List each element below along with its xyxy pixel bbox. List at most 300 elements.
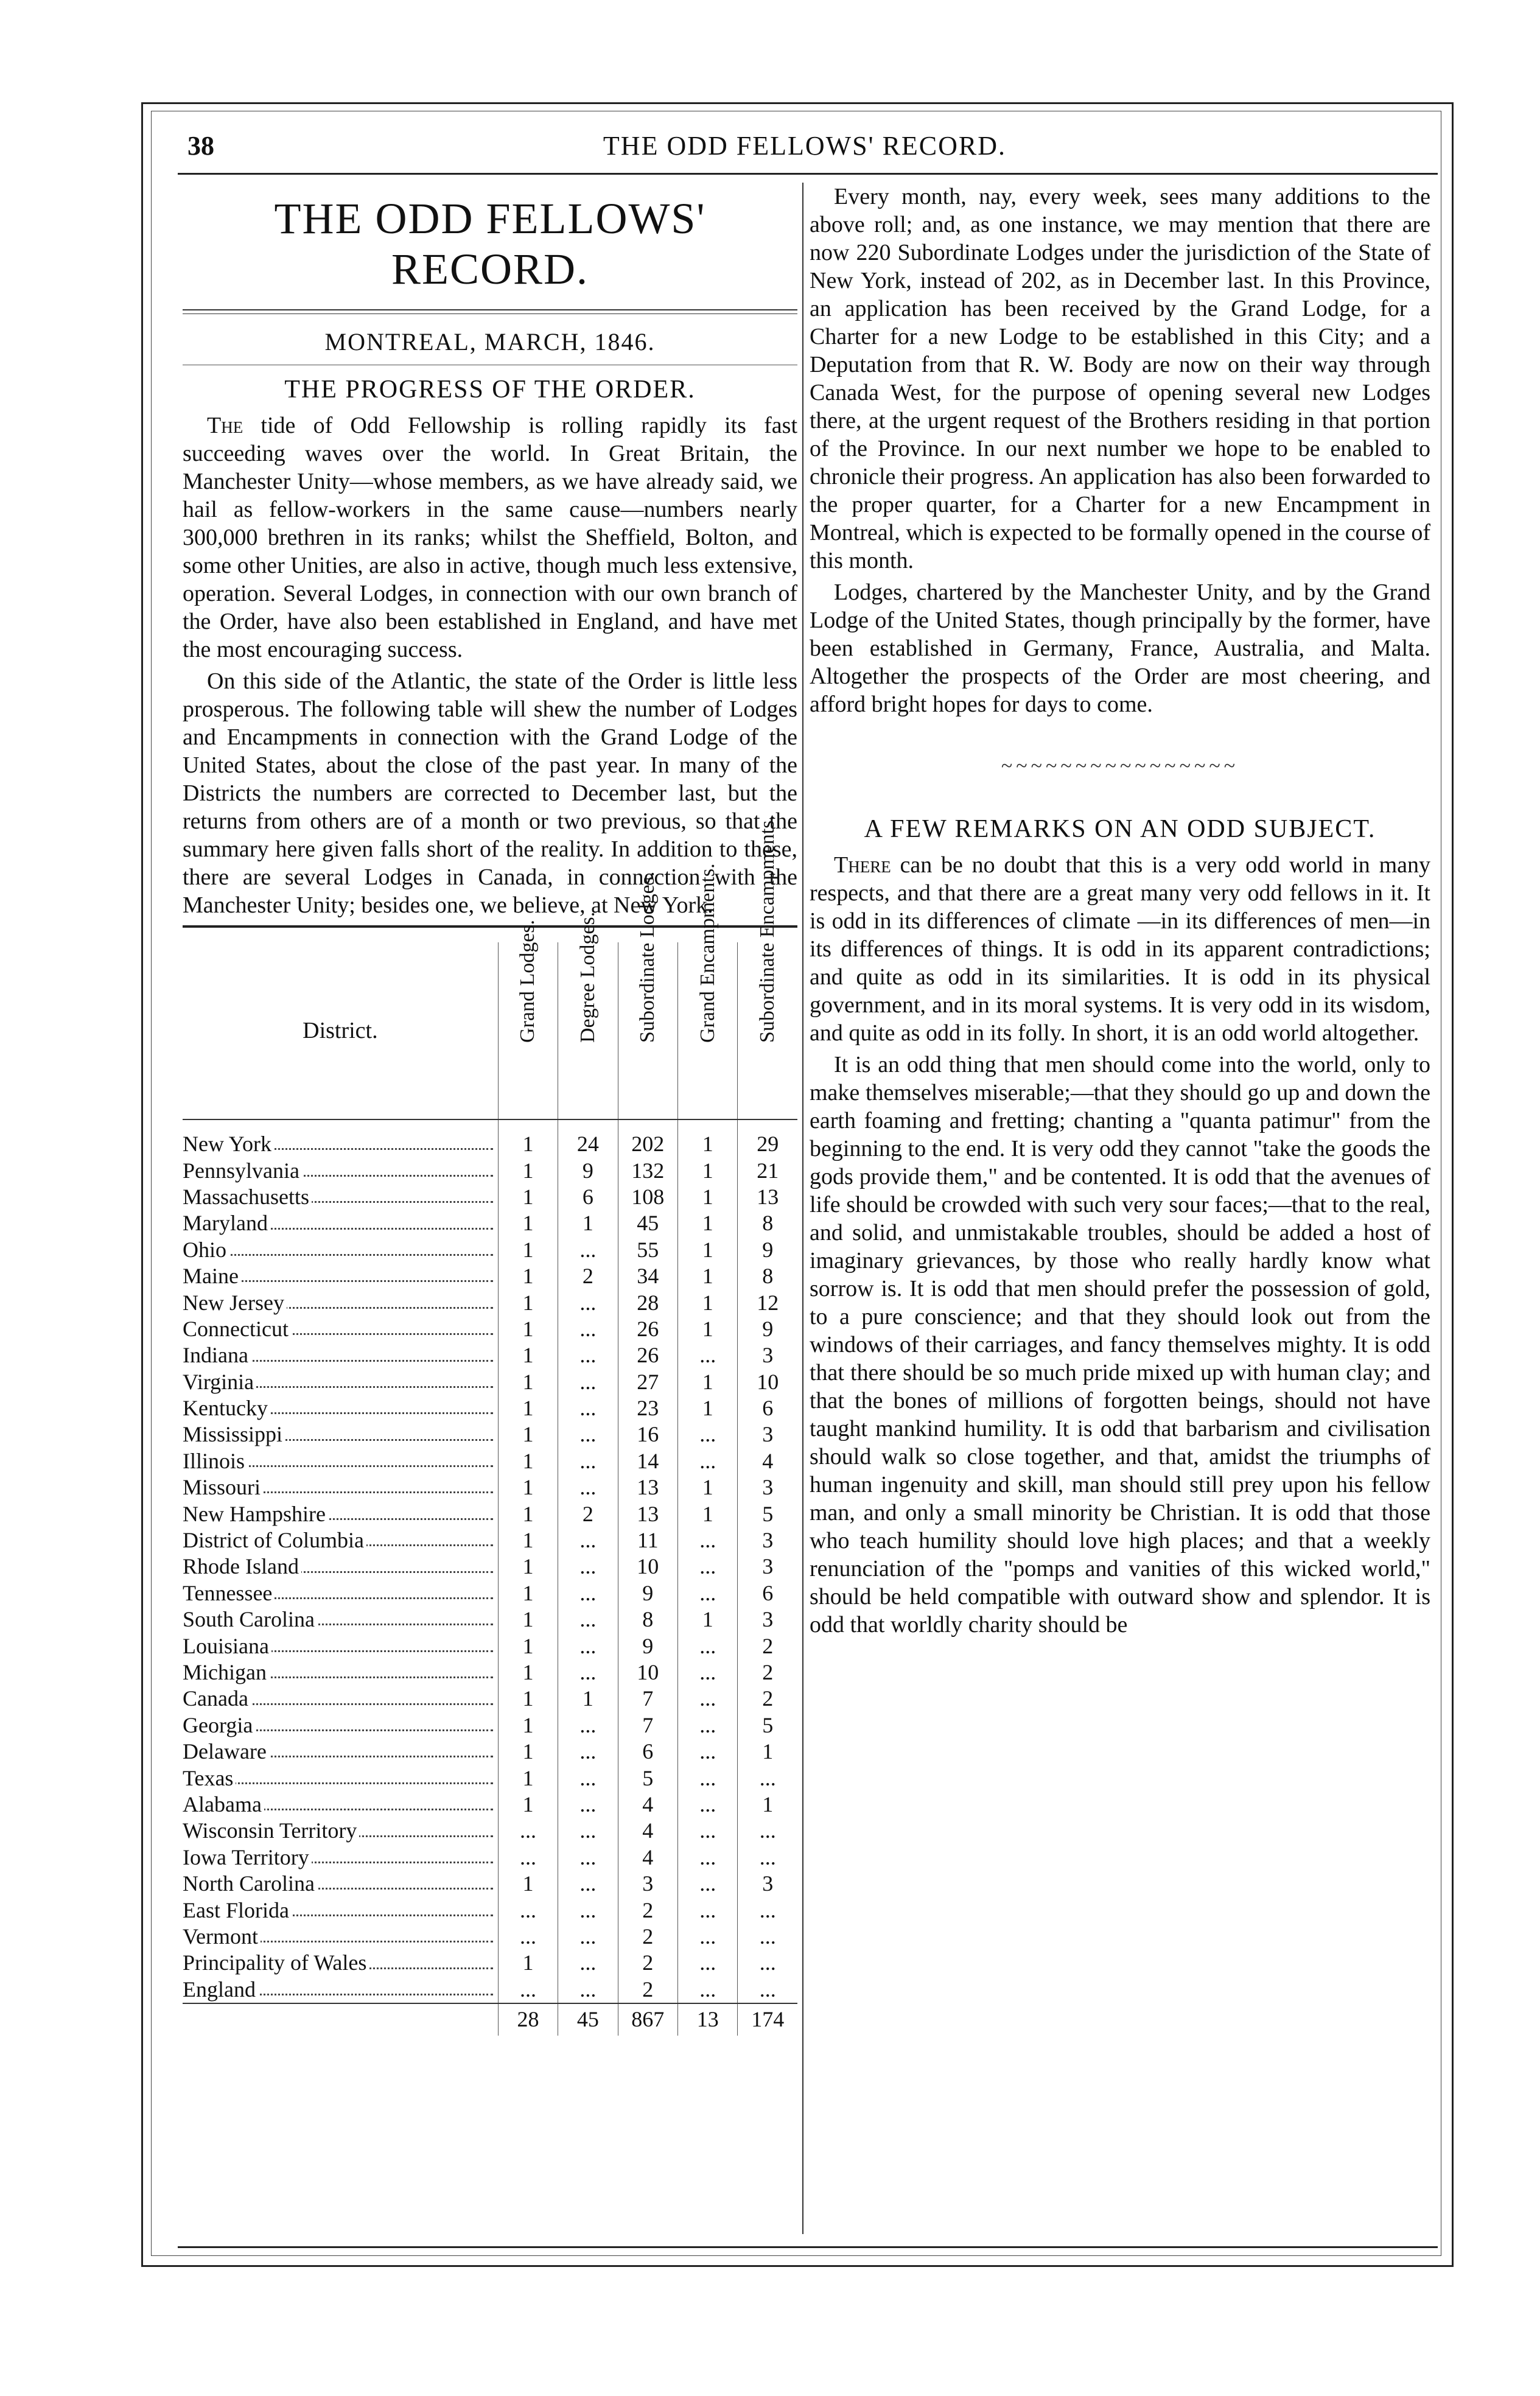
count-cell: ... — [558, 1712, 618, 1739]
district-name: Maryland — [183, 1211, 270, 1235]
count-cell: ... — [678, 1686, 738, 1712]
remarks-paragraph-1 — [810, 851, 1430, 1047]
table-row — [183, 1712, 797, 1739]
count-cell: 2 — [738, 1659, 797, 1686]
progress-paragraph-1-text: tide of Odd Fellowship is rolling rapidly its fast succeeding waves over the world. In Great Britain, the Manchester Unity—whose members, as we have already said, we hail as fellow-workers in the same cause—numbers nearly 300,000 brethren in its ranks; whilst the Sheffield, Bolton, and some other Unities, are also in active, though much less extensive, operation. Several Lodges, in connection with our own branch of the Order, have also been established in England, and have met the most encouraging success. — [183, 413, 797, 662]
table-row — [183, 1263, 797, 1289]
count-cell: ... — [498, 1924, 558, 1950]
district-name-cell — [183, 1580, 498, 1606]
count-cell: 2 — [618, 1950, 678, 1976]
count-cell: 13 — [618, 1501, 678, 1527]
table-row — [183, 1316, 797, 1342]
district-name-cell — [183, 1342, 498, 1368]
count-cell: ... — [558, 1765, 618, 1791]
count-cell: ... — [558, 1924, 618, 1950]
count-cell: ... — [678, 1818, 738, 1844]
district-name: Tennessee — [183, 1581, 275, 1605]
count-cell: ... — [498, 1844, 558, 1871]
table-row — [183, 1369, 797, 1395]
district-name: Canada — [183, 1686, 251, 1711]
district-name: Vermont — [183, 1924, 261, 1949]
count-cell: 2 — [738, 1633, 797, 1659]
count-cell: 1 — [498, 1606, 558, 1633]
count-cell: 4 — [738, 1448, 797, 1474]
count-cell: 1 — [498, 1950, 558, 1976]
count-cell: ... — [678, 1554, 738, 1580]
running-title: THE ODD FELLOWS' RECORD. — [603, 131, 1007, 161]
count-cell: 1 — [498, 1580, 558, 1606]
count-cell: 2 — [558, 1263, 618, 1289]
district-name-cell — [183, 1924, 498, 1950]
count-cell: 1 — [498, 1686, 558, 1712]
table-row — [183, 1818, 797, 1844]
count-cell: ... — [678, 1924, 738, 1950]
district-name-cell — [183, 1765, 498, 1791]
district-name: Alabama — [183, 1792, 264, 1816]
district-name-cell — [183, 1263, 498, 1289]
count-cell: 1 — [678, 1369, 738, 1395]
count-cell: 9 — [558, 1157, 618, 1183]
count-cell: ... — [738, 1977, 797, 2003]
district-name-cell — [183, 1950, 498, 1976]
left-column — [183, 183, 797, 2036]
count-cell: 108 — [618, 1184, 678, 1210]
district-name-cell — [183, 1818, 498, 1844]
district-name-cell — [183, 1739, 498, 1765]
district-name-cell — [183, 1119, 498, 1157]
table-row — [183, 1792, 797, 1818]
count-cell: 5 — [618, 1765, 678, 1791]
district-name: Maine — [183, 1264, 241, 1288]
count-cell: ... — [678, 1527, 738, 1554]
table-header-row — [183, 942, 797, 1119]
count-cell: 10 — [618, 1554, 678, 1580]
table-row — [183, 1119, 797, 1157]
count-cell: 6 — [738, 1395, 797, 1421]
table-row — [183, 1342, 797, 1368]
count-cell: 5 — [738, 1712, 797, 1739]
district-name-cell — [183, 1237, 498, 1263]
count-cell: 1 — [498, 1369, 558, 1395]
totals-label-cell — [183, 2003, 498, 2036]
district-name-cell — [183, 1659, 498, 1686]
count-cell: ... — [558, 1739, 618, 1765]
count-cell: 27 — [618, 1369, 678, 1395]
masthead-title: THE ODD FELLOWS' RECORD. — [274, 194, 706, 293]
district-name-cell — [183, 1421, 498, 1448]
count-cell: 1 — [498, 1210, 558, 1236]
count-cell: 6 — [558, 1184, 618, 1210]
count-cell: 1 — [678, 1119, 738, 1157]
district-name: Delaware — [183, 1739, 269, 1764]
count-cell: 6 — [618, 1739, 678, 1765]
count-cell: ... — [558, 1897, 618, 1923]
count-cell: 3 — [738, 1474, 797, 1501]
district-name-cell — [183, 1686, 498, 1712]
header-grand-lodges-text: Grand Lodges. — [516, 919, 539, 1043]
total-cell: 45 — [558, 2003, 618, 2036]
count-cell: ... — [678, 1871, 738, 1897]
count-cell: 3 — [738, 1421, 797, 1448]
count-cell: 1 — [738, 1739, 797, 1765]
table-row — [183, 1421, 797, 1448]
count-cell: ... — [678, 1977, 738, 2003]
district-name-cell — [183, 1474, 498, 1501]
district-name: Pennsylvania — [183, 1158, 302, 1183]
count-cell: ... — [738, 1765, 797, 1791]
count-cell: ... — [558, 1659, 618, 1686]
count-cell: 2 — [618, 1977, 678, 2003]
district-name: Indiana — [183, 1343, 251, 1367]
count-cell: 5 — [738, 1501, 797, 1527]
district-name: New York — [183, 1132, 274, 1156]
count-cell: ... — [498, 1897, 558, 1923]
count-cell: 3 — [738, 1606, 797, 1633]
lodges-table — [183, 815, 797, 2036]
count-cell: 1 — [678, 1289, 738, 1315]
count-cell: ... — [678, 1448, 738, 1474]
count-cell: ... — [558, 1580, 618, 1606]
district-name-cell — [183, 1897, 498, 1923]
district-name-cell — [183, 1448, 498, 1474]
count-cell: 24 — [558, 1119, 618, 1157]
count-cell: 1 — [498, 1342, 558, 1368]
district-name: Louisiana — [183, 1634, 271, 1658]
district-name-cell — [183, 1844, 498, 1871]
count-cell: 45 — [618, 1210, 678, 1236]
header-subordinate-encampments-text: Subordinate Encampments. — [756, 815, 779, 1043]
count-cell: ... — [738, 1924, 797, 1950]
count-cell: ... — [558, 1474, 618, 1501]
count-cell: ... — [558, 1633, 618, 1659]
count-cell: 7 — [618, 1686, 678, 1712]
count-cell: 14 — [618, 1448, 678, 1474]
district-name-cell — [183, 1316, 498, 1342]
count-cell: 11 — [618, 1527, 678, 1554]
remarks-paragraph-1-text: can be no doubt that this is a very odd world in many respects, and that there are a great many very odd fellows in it. It is odd in its differences of climate —in its differences of men—in its differences of things. It is odd in its apparent contradictions; and quite as odd in its similarities. It is odd in its physical government, and in its moral systems. It is very odd in its wisdom, and quite as odd in its folly. In short, it is an odd world altogether. — [810, 852, 1430, 1046]
count-cell: ... — [678, 1342, 738, 1368]
count-cell: 1 — [498, 1316, 558, 1342]
district-name: England — [183, 1977, 258, 2002]
totals-row — [183, 2003, 797, 2036]
count-cell: 3 — [738, 1342, 797, 1368]
district-name-cell — [183, 1633, 498, 1659]
count-cell: 3 — [618, 1871, 678, 1897]
count-cell: ... — [498, 1977, 558, 2003]
count-cell: 1 — [678, 1157, 738, 1183]
district-name: East Florida — [183, 1898, 292, 1922]
table-row — [183, 1977, 797, 2003]
table-row — [183, 1580, 797, 1606]
column-divider — [802, 183, 803, 2234]
progress-paragraph-1 — [183, 412, 797, 664]
count-cell: ... — [738, 1950, 797, 1976]
page-number: 38 — [187, 131, 214, 161]
dateline: MONTREAL, MARCH, 1846. — [324, 328, 656, 356]
count-cell: 1 — [498, 1395, 558, 1421]
table-row — [183, 1606, 797, 1633]
count-cell: 10 — [618, 1659, 678, 1686]
table-row — [183, 1739, 797, 1765]
count-cell: 202 — [618, 1119, 678, 1157]
district-name-cell — [183, 1210, 498, 1236]
count-cell: ... — [678, 1765, 738, 1791]
count-cell: 2 — [558, 1501, 618, 1527]
table-row — [183, 1501, 797, 1527]
header-grand-lodges — [498, 919, 558, 1119]
count-cell: ... — [558, 1554, 618, 1580]
count-cell: 1 — [498, 1237, 558, 1263]
progress-paragraph-4: Lodges, chartered by the Manchester Unity, and by the Grand Lodge of the United States, though principally by the former, have been established in Germany, France, Australia, and Malta. Altogether the prospects of the Order are most cheering, and afford bright hopes for days to come. — [810, 580, 1430, 717]
district-name: Texas — [183, 1766, 236, 1790]
count-cell: ... — [558, 1527, 618, 1554]
count-cell: 1 — [678, 1501, 738, 1527]
count-cell: ... — [558, 1844, 618, 1871]
count-cell: 1 — [498, 1448, 558, 1474]
district-name-cell — [183, 1289, 498, 1315]
progress-paragraph-3: Every month, nay, every week, sees many additions to the above roll; and, as one instance, we may mention that there are now 220 Subordinate Lodges under the jurisdiction of the State of New York, instead of 202, as in December last. In this Province, an application has been received by the Grand Lodge, for a Charter for a new Lodge to be established in this City; and a Deputation from that R. W. Body are now on their way through Canada West, for the purpose of opening several new Lodges there, at the urgent request of the Brothers residing in that portion of the Province. In our next number we hope to be enabled to chronicle their progress. An application has also been forwarded to the proper quarter, for a Charter for a new Encampment in Montreal, which is expected to be formally opened in the course of this month. — [810, 184, 1430, 573]
count-cell: 1 — [498, 1157, 558, 1183]
count-cell: 1 — [678, 1606, 738, 1633]
table-row — [183, 1474, 797, 1501]
district-name-cell — [183, 1184, 498, 1210]
count-cell: 1 — [498, 1659, 558, 1686]
count-cell: 3 — [738, 1871, 797, 1897]
count-cell: 1 — [498, 1184, 558, 1210]
count-cell: ... — [678, 1897, 738, 1923]
count-cell: 10 — [738, 1369, 797, 1395]
table-row — [183, 1527, 797, 1554]
district-name-cell — [183, 1157, 498, 1183]
table-row — [183, 1871, 797, 1897]
bottom-rule — [178, 2246, 1438, 2248]
header-subordinate-lodges-text: Subordinate Lodges. — [636, 871, 659, 1043]
district-name: Kentucky — [183, 1396, 270, 1420]
table-row — [183, 1844, 797, 1871]
remarks-paragraph-2: It is an odd thing that men should come into the world, only to make themselves miserable;—that they should go up and down the earth foaming and fretting; chanting a "quanta patimur" from the beginning to the end. It is very odd they cannot "take the goods the gods provide them," and be contented. It is odd that the avenues of life should be crowded with such very sour faces;—that to the real, and solid, and unmistakable troubles, should be added a host of imaginary grievances, by those who really hardly know what sorrow is. It is odd that men should prefer the possession of gold, to a pure conscience; and that they should look out from the windows of their carriages, and fancy themselves mighty. It is odd that there should be so much pride mixed up with human clay; and that the bones of millions of forgotten beings, should not have taught mankind humility. It is odd that barbarism and civilisation should walk so close together, and that, amidst the triumphs of human ingenuity and skill, man should still prey upon his fellow man, and only a small minority be Christian. It is odd that those who teach humility should love high places; and that a weekly renunciation of the "pomps and vanities of this wicked world," should be held compatible with outward show and splendor. It is odd that worldly charity should be — [810, 1052, 1430, 1638]
table-row — [183, 1395, 797, 1421]
count-cell: 1 — [558, 1686, 618, 1712]
district-name: Georgia — [183, 1713, 255, 1737]
district-name: Principality of Wales — [183, 1950, 369, 1975]
section-ornament: ~~~~~~~~~~~~~~~~ — [1001, 755, 1239, 777]
header-grand-encampments — [678, 863, 738, 1119]
count-cell: 26 — [618, 1342, 678, 1368]
table-row — [183, 1897, 797, 1923]
count-cell: 4 — [618, 1792, 678, 1818]
count-cell: ... — [558, 1871, 618, 1897]
count-cell: ... — [558, 1606, 618, 1633]
count-cell: ... — [558, 1950, 618, 1976]
section-title-remarks: A FEW REMARKS ON AN ODD SUBJECT. — [864, 815, 1376, 843]
header-grand-encampments-text: Grand Encampments. — [696, 863, 719, 1043]
table-row — [183, 1210, 797, 1236]
district-name-cell — [183, 1369, 498, 1395]
count-cell: 8 — [618, 1606, 678, 1633]
district-name: Mississippi — [183, 1422, 285, 1446]
district-name: New Jersey — [183, 1291, 287, 1315]
drop-lead-word: The — [207, 413, 243, 438]
count-cell: 8 — [738, 1263, 797, 1289]
district-name: Missouri — [183, 1475, 263, 1499]
count-cell: ... — [558, 1818, 618, 1844]
count-cell: 1 — [678, 1316, 738, 1342]
district-name: Virginia — [183, 1370, 256, 1394]
count-cell: 1 — [498, 1739, 558, 1765]
right-column — [810, 183, 1430, 1642]
count-cell: 34 — [618, 1263, 678, 1289]
count-cell: 1 — [498, 1263, 558, 1289]
count-cell: ... — [678, 1659, 738, 1686]
count-cell: ... — [678, 1712, 738, 1739]
count-cell: 8 — [738, 1210, 797, 1236]
district-name-cell — [183, 1527, 498, 1554]
count-cell: 1 — [678, 1395, 738, 1421]
district-name-cell — [183, 1395, 498, 1421]
count-cell: 1 — [738, 1792, 797, 1818]
table-row — [183, 1237, 797, 1263]
count-cell: ... — [558, 1792, 618, 1818]
district-name: North Carolina — [183, 1871, 317, 1896]
count-cell: 3 — [738, 1527, 797, 1554]
district-name: Michigan — [183, 1660, 269, 1684]
count-cell: 2 — [618, 1924, 678, 1950]
table-row — [183, 1686, 797, 1712]
count-cell: 16 — [618, 1421, 678, 1448]
table-row — [183, 1157, 797, 1183]
count-cell: ... — [678, 1633, 738, 1659]
header-degree-lodges — [558, 911, 618, 1119]
count-cell: ... — [738, 1844, 797, 1871]
count-cell: 3 — [738, 1554, 797, 1580]
header-subordinate-encampments — [738, 815, 797, 1119]
count-cell: 1 — [498, 1501, 558, 1527]
count-cell: 1 — [498, 1474, 558, 1501]
count-cell: 55 — [618, 1237, 678, 1263]
table-row — [183, 1289, 797, 1315]
table-row — [183, 1924, 797, 1950]
count-cell: ... — [558, 1977, 618, 2003]
district-name: Iowa Territory — [183, 1845, 312, 1869]
count-cell: 21 — [738, 1157, 797, 1183]
district-name: Illinois — [183, 1449, 247, 1473]
total-cell: 174 — [738, 2003, 797, 2036]
count-cell: 1 — [678, 1237, 738, 1263]
count-cell: 7 — [618, 1712, 678, 1739]
header-subordinate-lodges — [618, 871, 678, 1119]
count-cell: 1 — [558, 1210, 618, 1236]
count-cell: 1 — [498, 1554, 558, 1580]
table-row — [183, 1765, 797, 1791]
header-degree-lodges-text: Degree Lodges. — [576, 911, 599, 1043]
masthead-rule — [183, 309, 797, 314]
total-cell: 13 — [678, 2003, 738, 2036]
district-name: South Carolina — [183, 1607, 317, 1631]
district-name: Ohio — [183, 1238, 229, 1262]
running-head — [178, 127, 1432, 169]
count-cell: ... — [678, 1792, 738, 1818]
table-row — [183, 1448, 797, 1474]
head-rule — [178, 173, 1438, 175]
count-cell: 4 — [618, 1818, 678, 1844]
section-title-progress: THE PROGRESS OF THE ORDER. — [284, 376, 696, 404]
district-name-cell — [183, 1871, 498, 1897]
count-cell: ... — [678, 1739, 738, 1765]
count-cell: ... — [558, 1289, 618, 1315]
count-cell: 26 — [618, 1316, 678, 1342]
count-cell: ... — [558, 1448, 618, 1474]
count-cell: ... — [678, 1580, 738, 1606]
count-cell: ... — [738, 1818, 797, 1844]
count-cell: ... — [498, 1818, 558, 1844]
table-row — [183, 1554, 797, 1580]
count-cell: ... — [678, 1421, 738, 1448]
count-cell: 1 — [498, 1119, 558, 1157]
count-cell: ... — [558, 1369, 618, 1395]
count-cell: 1 — [678, 1474, 738, 1501]
count-cell: ... — [738, 1897, 797, 1923]
table-row — [183, 1659, 797, 1686]
count-cell: 1 — [678, 1263, 738, 1289]
count-cell: 12 — [738, 1289, 797, 1315]
district-name: District of Columbia — [183, 1528, 366, 1552]
count-cell: ... — [678, 1950, 738, 1976]
district-name-cell — [183, 1606, 498, 1633]
district-name: New Hampshire — [183, 1502, 328, 1526]
district-name-cell — [183, 1712, 498, 1739]
district-name: Wisconsin Territory — [183, 1818, 359, 1843]
total-cell: 28 — [498, 2003, 558, 2036]
count-cell: 1 — [678, 1210, 738, 1236]
count-cell: 9 — [738, 1316, 797, 1342]
count-cell: 23 — [618, 1395, 678, 1421]
count-cell: 1 — [498, 1765, 558, 1791]
district-name: Rhode Island — [183, 1554, 301, 1578]
header-district: District. — [183, 942, 498, 1119]
count-cell: 2 — [738, 1686, 797, 1712]
count-cell: 1 — [498, 1871, 558, 1897]
district-name-cell — [183, 1554, 498, 1580]
count-cell: 9 — [618, 1580, 678, 1606]
count-cell: 1 — [498, 1289, 558, 1315]
count-cell: 1 — [498, 1421, 558, 1448]
count-cell: 132 — [618, 1157, 678, 1183]
count-cell: 9 — [618, 1633, 678, 1659]
table-row — [183, 1950, 797, 1976]
district-name-cell — [183, 1501, 498, 1527]
table-row — [183, 1184, 797, 1210]
count-cell: 1 — [498, 1633, 558, 1659]
drop-lead-word: There — [834, 852, 891, 878]
count-cell: ... — [558, 1421, 618, 1448]
count-cell: ... — [678, 1844, 738, 1871]
count-cell: 13 — [738, 1184, 797, 1210]
count-cell: 28 — [618, 1289, 678, 1315]
total-cell: 867 — [618, 2003, 678, 2036]
count-cell: 4 — [618, 1844, 678, 1871]
table-row — [183, 1633, 797, 1659]
count-cell: 1 — [498, 1792, 558, 1818]
count-cell: 6 — [738, 1580, 797, 1606]
district-name-cell — [183, 1792, 498, 1818]
count-cell: ... — [558, 1316, 618, 1342]
count-cell: 2 — [618, 1897, 678, 1923]
table-body — [183, 1119, 797, 2036]
district-name: Massachusetts — [183, 1185, 312, 1209]
district-name: Connecticut — [183, 1317, 291, 1341]
count-cell: 29 — [738, 1119, 797, 1157]
count-cell: ... — [558, 1342, 618, 1368]
